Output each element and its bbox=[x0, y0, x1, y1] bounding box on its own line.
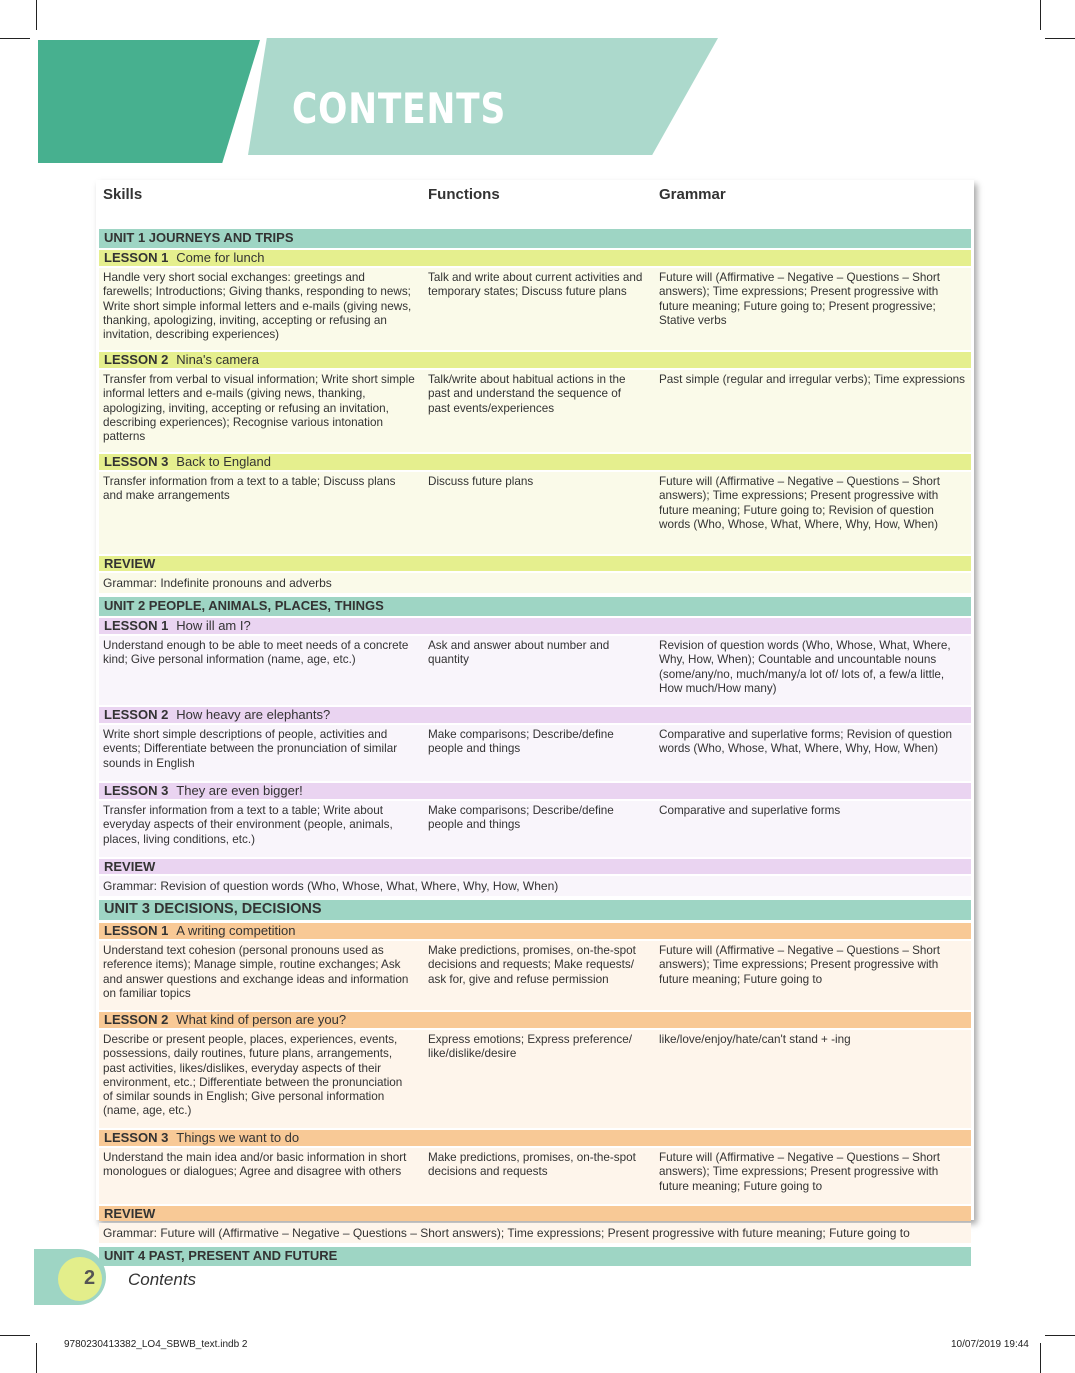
functions-cell: Make comparisons; Describe/define people and things bbox=[428, 804, 614, 832]
unit-heading: UNIT 3 DECISIONS, DECISIONS bbox=[99, 900, 971, 920]
lesson-row bbox=[99, 725, 971, 781]
functions-cell: Talk and write about current activities and temporary states; Discuss future plans bbox=[428, 271, 643, 299]
title-banner-dark bbox=[38, 40, 260, 163]
lesson-number: LESSON 2 bbox=[104, 707, 169, 722]
grammar-cell: Future will (Affirmative – Negative – Questions – Short answers); Time expressions; Present progressive with future meaning; Future going to; Revision of question words (Who, Whose, What, Where, Why, How, When) bbox=[659, 475, 941, 531]
skills-cell: Understand the main idea and/or basic information in short monologues or dialogues; Agree and disagree with others bbox=[103, 1151, 407, 1179]
lesson-number: LESSON 3 bbox=[104, 1130, 169, 1145]
lesson-number: LESSON 3 bbox=[104, 783, 169, 798]
lesson-row bbox=[99, 801, 971, 857]
functions-cell: Make predictions, promises, on-the-spot decisions and requests; Make requests/ ask for, give and refuse permission bbox=[428, 944, 636, 986]
lesson-heading bbox=[99, 783, 971, 799]
lesson-heading bbox=[99, 454, 971, 470]
grammar-cell: Past simple (regular and irregular verbs); Time expressions bbox=[659, 373, 965, 386]
review-heading: REVIEW bbox=[99, 1206, 971, 1221]
grammar-cell: Comparative and superlative forms; Revision of question words (Who, Whose, What, Where, Why, How, When) bbox=[659, 728, 952, 756]
lesson-number: LESSON 1 bbox=[104, 923, 169, 938]
unit-heading: UNIT 4 PAST, PRESENT AND FUTURE bbox=[99, 1247, 971, 1266]
skills-cell: Transfer from verbal to visual information; Write short simple informal letters and e-mails (giving news, thanking, apologizing, inviting, accepting or refusing an invitation, describing experiences); Recognise various intonation patterns bbox=[103, 373, 415, 444]
lesson-heading bbox=[99, 250, 971, 266]
lesson-row bbox=[99, 636, 971, 705]
lesson-row bbox=[99, 472, 971, 554]
review-heading: REVIEW bbox=[99, 859, 971, 874]
page-title: CONTENTS bbox=[292, 84, 507, 133]
header-functions: Functions bbox=[428, 186, 500, 203]
functions-cell: Make predictions, promises, on-the-spot decisions and requests bbox=[428, 1151, 636, 1179]
lesson-title: Back to England bbox=[176, 454, 271, 469]
lesson-row bbox=[99, 268, 971, 350]
skills-cell: Understand enough to be able to meet needs of a concrete kind; Give personal information (name, age, etc.) bbox=[103, 639, 409, 667]
skills-cell: Handle very short social exchanges: greetings and farewells; Introductions; Giving thanks, responding to news; Write short simple informal letters and e-mails (giving news, thanking, apologizing, inviting, accepting or refusing an invitation, describing experiences) bbox=[103, 271, 412, 342]
grammar-cell: Future will (Affirmative – Negative – Questions – Short answers); Time expressions; Present progressive with future meaning; Future going to bbox=[659, 944, 941, 986]
lesson-number: LESSON 2 bbox=[104, 1012, 169, 1027]
lesson-heading bbox=[99, 618, 971, 634]
functions-cell: Make comparisons; Describe/define people and things bbox=[428, 728, 614, 756]
review-note: Grammar: Future will (Affirmative – Negative – Questions – Short answers); Time expressions; Present progressive with future meaning; Future going to bbox=[99, 1223, 971, 1243]
footer-label: Contents bbox=[128, 1270, 197, 1289]
skills-cell: Describe or present people, places, experiences, events, possessions, daily routines, future plans, arrangements, past activities, likes/dislikes, everyday aspects of their environment, etc.; Differentiate between the pronunciation of similar sounds in English; Give personal information (name, age, etc.) bbox=[103, 1033, 403, 1118]
review-note: Grammar: Indefinite pronouns and adverbs bbox=[99, 573, 971, 593]
skills-cell: Write short simple descriptions of people, activities and events; Differentiate between the pronunciation of similar sounds in English bbox=[103, 728, 398, 770]
lesson-title: How ill am I? bbox=[176, 618, 251, 633]
grammar-cell: Future will (Affirmative – Negative – Questions – Short answers); Time expressions; Present progressive with future meaning; Future going to bbox=[659, 1151, 941, 1193]
lesson-title: How heavy are elephants? bbox=[176, 707, 331, 722]
functions-cell: Talk/write about habitual actions in the past and understand the sequence of past events/experiences bbox=[428, 373, 626, 415]
lesson-title: Nina's camera bbox=[176, 352, 259, 367]
lesson-title: Come for lunch bbox=[176, 250, 265, 265]
skills-cell: Transfer information from a text to a table; Write about everyday aspects of their environment (people, animals, places, living conditions, etc.) bbox=[103, 804, 393, 846]
lesson-title: Things we want to do bbox=[176, 1130, 300, 1145]
lesson-row bbox=[99, 941, 971, 1010]
lesson-heading bbox=[99, 707, 971, 723]
page-number: 2 bbox=[84, 1267, 96, 1289]
grammar-cell: Revision of question words (Who, Whose, What, Where, Why, How, When); Countable and uncountable nouns (some/any/no, much/many/a lot of/ lots of, a few/a little, How much/How many) bbox=[659, 639, 951, 695]
print-date-info: 10/07/2019 19:44 bbox=[951, 1339, 1029, 1350]
functions-cell: Ask and answer about number and quantity bbox=[428, 639, 610, 667]
lesson-heading bbox=[99, 352, 971, 368]
lesson-row bbox=[99, 1148, 971, 1204]
skills-cell: Understand text cohesion (personal pronouns used as reference items); Manage simple, routine exchanges; Ask and answer questions and exchange ideas and information on familiar topics bbox=[103, 944, 409, 1000]
lesson-heading bbox=[99, 1130, 971, 1146]
lesson-number: LESSON 2 bbox=[104, 352, 169, 367]
functions-cell: Express emotions; Express preference/ like/dislike/desire bbox=[428, 1033, 632, 1061]
lesson-number: LESSON 1 bbox=[104, 618, 169, 633]
lesson-heading bbox=[99, 1012, 971, 1028]
skills-cell: Transfer information from a text to a table; Discuss plans and make arrangements bbox=[103, 475, 396, 503]
functions-cell: Discuss future plans bbox=[428, 475, 534, 488]
grammar-cell: Future will (Affirmative – Negative – Questions – Short answers); Time expressions; Present progressive with future meaning; Future going to; Present progressive; Stative verbs bbox=[659, 271, 941, 327]
page-number-tab bbox=[34, 1249, 106, 1305]
review-heading: REVIEW bbox=[99, 556, 971, 571]
lesson-title: What kind of person are you? bbox=[176, 1012, 347, 1027]
header-skills: Skills bbox=[103, 186, 143, 203]
lesson-number: LESSON 1 bbox=[104, 250, 169, 265]
grammar-cell: Comparative and superlative forms bbox=[659, 804, 841, 817]
unit-heading: UNIT 1 JOURNEYS AND TRIPS bbox=[99, 229, 971, 248]
review-note: Grammar: Revision of question words (Who, Whose, What, Where, Why, How, When) bbox=[99, 876, 971, 896]
lesson-row bbox=[99, 370, 971, 452]
unit-heading: UNIT 2 PEOPLE, ANIMALS, PLACES, THINGS bbox=[99, 597, 971, 616]
lesson-title: A writing competition bbox=[176, 923, 296, 938]
print-file-info: 9780230413382_LO4_SBWB_text.indb 2 bbox=[64, 1339, 248, 1350]
grammar-cell: like/love/enjoy/hate/can't stand + -ing bbox=[659, 1033, 851, 1046]
lesson-heading bbox=[99, 923, 971, 939]
lesson-row bbox=[99, 1030, 971, 1128]
lesson-number: LESSON 3 bbox=[104, 454, 169, 469]
header-grammar: Grammar bbox=[659, 186, 726, 203]
lesson-title: They are even bigger! bbox=[176, 783, 303, 798]
